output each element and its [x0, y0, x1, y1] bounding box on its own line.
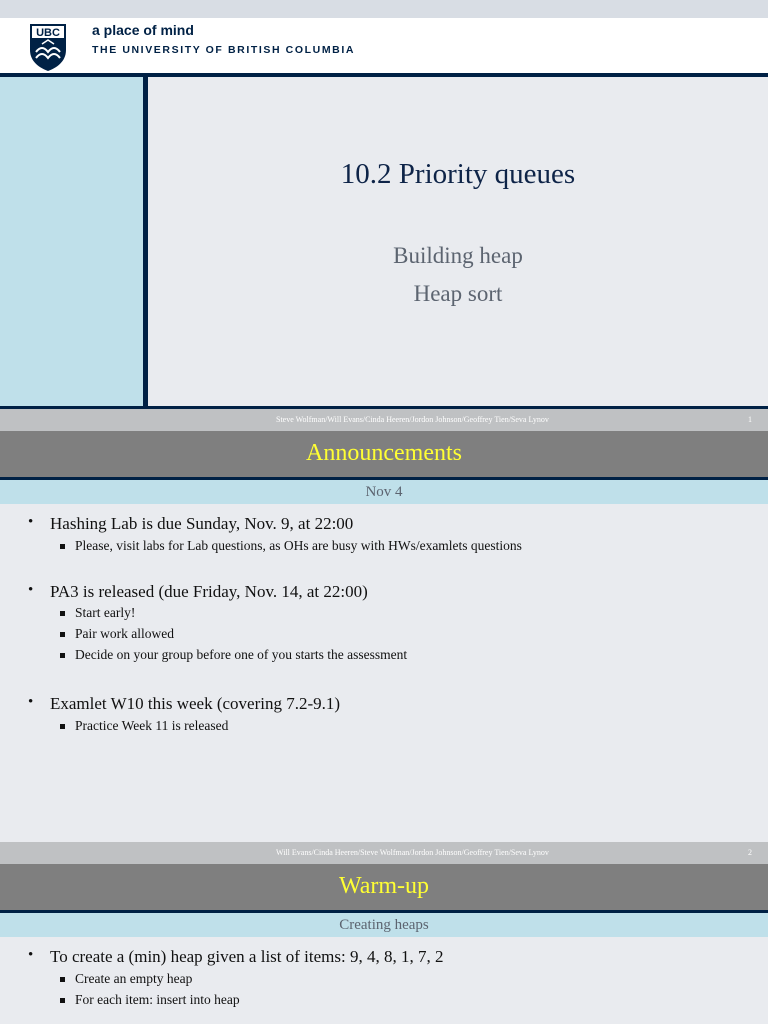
- bullet-create-heap: To create a (min) heap given a list of items: 9, 4, 8, 1, 7, 2: [50, 947, 444, 966]
- bullet-dot: •: [28, 694, 34, 710]
- sub-bullet-empty-heap: Create an empty heap: [75, 971, 193, 986]
- slide1-footer-authors: Steve Wolfman/Will Evans/Cinda Heeren/Jordon Johnson/Geoffrey Tien/Seva Lynov: [276, 415, 549, 424]
- bullet-examlet: Examlet W10 this week (covering 7.2-9.1): [50, 694, 341, 713]
- slide1-title: 10.2 Priority queues: [340, 158, 576, 190]
- sub-bullet-visit-labs: Please, visit labs for Lab questions, as OHs are busy with HWs/examlets questions: [75, 538, 522, 553]
- sub-bullet-square: [60, 632, 65, 637]
- bullet-hashing-lab: Hashing Lab is due Sunday, Nov. 9, at 22:00: [50, 514, 354, 533]
- sub-bullet-square: [60, 724, 65, 729]
- bullet-pa3: PA3 is released (due Friday, Nov. 14, at 22:00): [50, 582, 368, 601]
- slide1-main-panel: [148, 77, 768, 406]
- sub-bullet-square: [60, 998, 65, 1003]
- ubc-tagline: a place of mind: [92, 22, 194, 38]
- slide3-subtitle: Creating heaps: [339, 917, 429, 933]
- sub-bullet-pair-work: Pair work allowed: [75, 626, 174, 641]
- slide1-page-number: 1: [748, 415, 752, 424]
- bullet-dot: •: [28, 514, 34, 530]
- sub-bullet-decide-group: Decide on your group before one of you starts the assessment: [75, 647, 408, 662]
- sub-bullet-square: [60, 653, 65, 658]
- sub-bullet-insert-each: For each item: insert into heap: [75, 992, 240, 1007]
- ubc-logo-text: UBC: [36, 27, 60, 39]
- slide2-page-number: 2: [748, 848, 752, 857]
- bullet-dot: •: [28, 947, 34, 963]
- sub-bullet-practice-week: Practice Week 11 is released: [75, 718, 229, 733]
- ubc-shield-logo: [28, 22, 68, 72]
- sub-bullet-square: [60, 544, 65, 549]
- slide2-title: Announcements: [306, 440, 462, 466]
- slide2-date: Nov 4: [365, 484, 403, 500]
- sub-bullet-square: [60, 977, 65, 982]
- slide1-subtitle-building-heap: Building heap: [393, 243, 523, 268]
- slide3-title: Warm-up: [338, 873, 430, 899]
- university-name: THE UNIVERSITY OF BRITISH COLUMBIA: [92, 44, 356, 56]
- slide1-left-panel: [0, 77, 143, 406]
- sub-bullet-square: [60, 611, 65, 616]
- slide1-subtitle-heap-sort: Heap sort: [413, 281, 503, 306]
- slide2-footer-authors: Will Evans/Cinda Heeren/Steve Wolfman/Jordon Johnson/Geoffrey Tien/Seva Lynov: [276, 848, 549, 857]
- top-strip: [0, 0, 768, 18]
- bullet-dot: •: [28, 582, 34, 598]
- sub-bullet-start-early: Start early!: [75, 605, 136, 620]
